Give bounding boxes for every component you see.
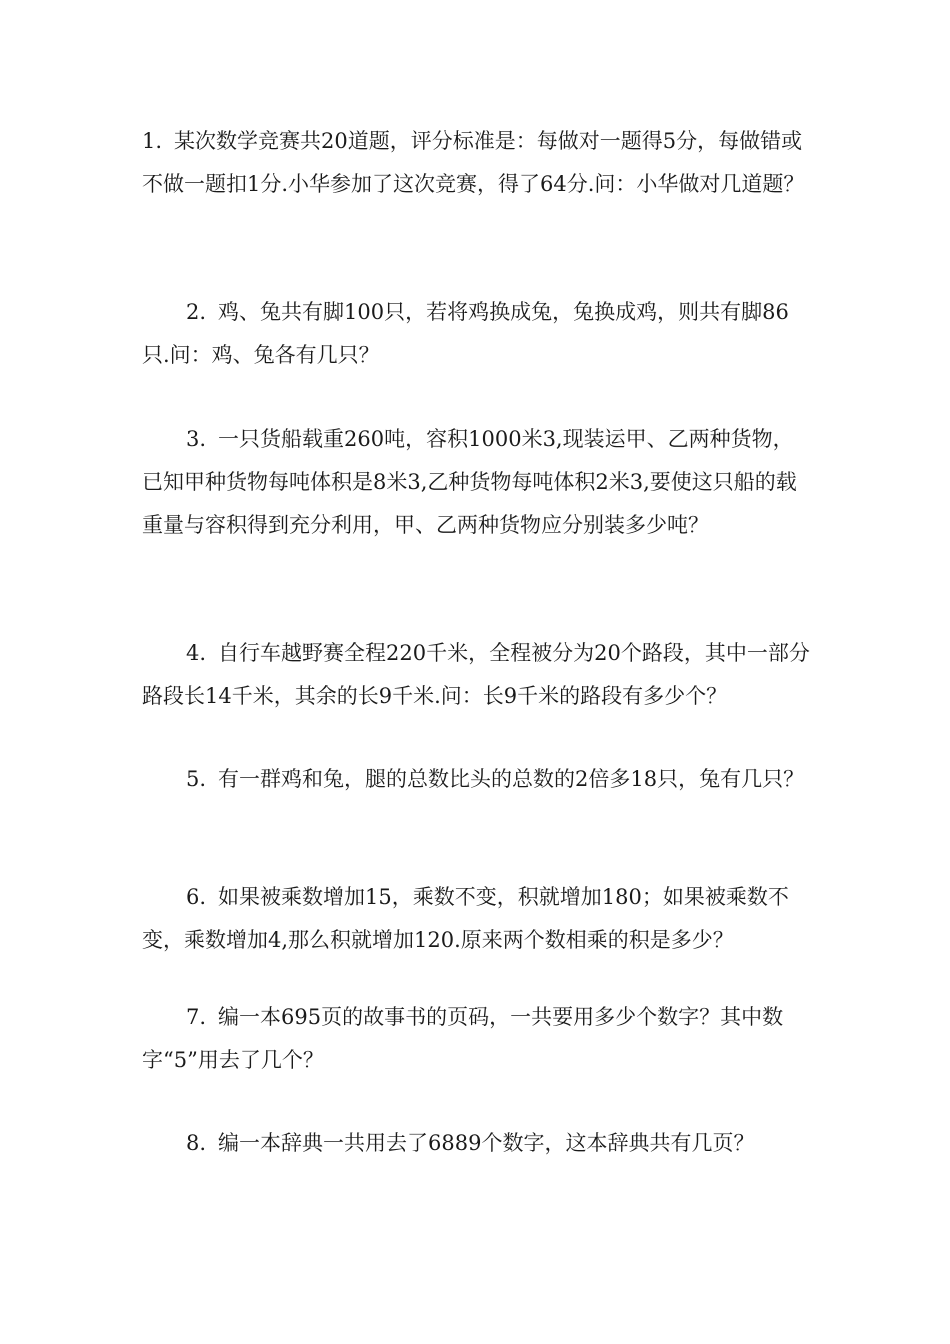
question-number: 5. [186, 767, 207, 791]
question-number: 7. [186, 1005, 207, 1029]
question-number: 6. [186, 885, 207, 909]
question-text: 编一本辞典一共用去了6889个数字，这本辞典共有几页？ [218, 1131, 755, 1155]
question-7 [142, 996, 812, 1082]
question-text: 自行车越野赛全程220千米，全程被分为20个路段，其中一部分路段长14千米，其余的长9千米.问：长9千米的路段有多少个？ [142, 641, 810, 708]
question-text: 某次数学竞赛共20道题，评分标准是：每做对一题得5分，每做错或不做一题扣1分.小华参加了这次竞赛，得了64分.问：小华做对几道题？ [142, 129, 805, 196]
question-3 [142, 418, 812, 547]
question-6 [142, 876, 812, 962]
question-number: 2. [186, 300, 207, 324]
question-1 [142, 120, 812, 206]
question-number: 4. [186, 641, 207, 665]
question-2 [142, 291, 812, 377]
question-text: 编一本695页的故事书的页码，一共要用多少个数字？其中数字“5”用去了几个？ [142, 1005, 784, 1072]
question-number: 8. [186, 1131, 207, 1155]
question-text: 有一群鸡和兔，腿的总数比头的总数的2倍多18只，兔有几只？ [218, 767, 805, 791]
question-text: 鸡、兔共有脚100只，若将鸡换成兔，兔换成鸡，则共有脚86只.问：鸡、兔各有几只？ [142, 300, 789, 367]
question-number: 3. [186, 427, 207, 451]
question-number: 1. [142, 129, 163, 153]
question-5 [142, 758, 812, 801]
question-text: 一只货船载重260吨，容积1000米3,现装运甲、乙两种货物，已知甲种货物每吨体积是8米3,乙种货物每吨体积2米3,要使这只船的载重量与容积得到充分利用，甲、乙两种货物应分别装多少吨？ [142, 427, 797, 537]
question-4 [142, 632, 812, 718]
question-text: 如果被乘数增加15，乘数不变，积就增加180；如果被乘数不变，乘数增加4,那么积就增加120.原来两个数相乘的积是多少？ [142, 885, 789, 952]
question-8 [142, 1122, 812, 1165]
